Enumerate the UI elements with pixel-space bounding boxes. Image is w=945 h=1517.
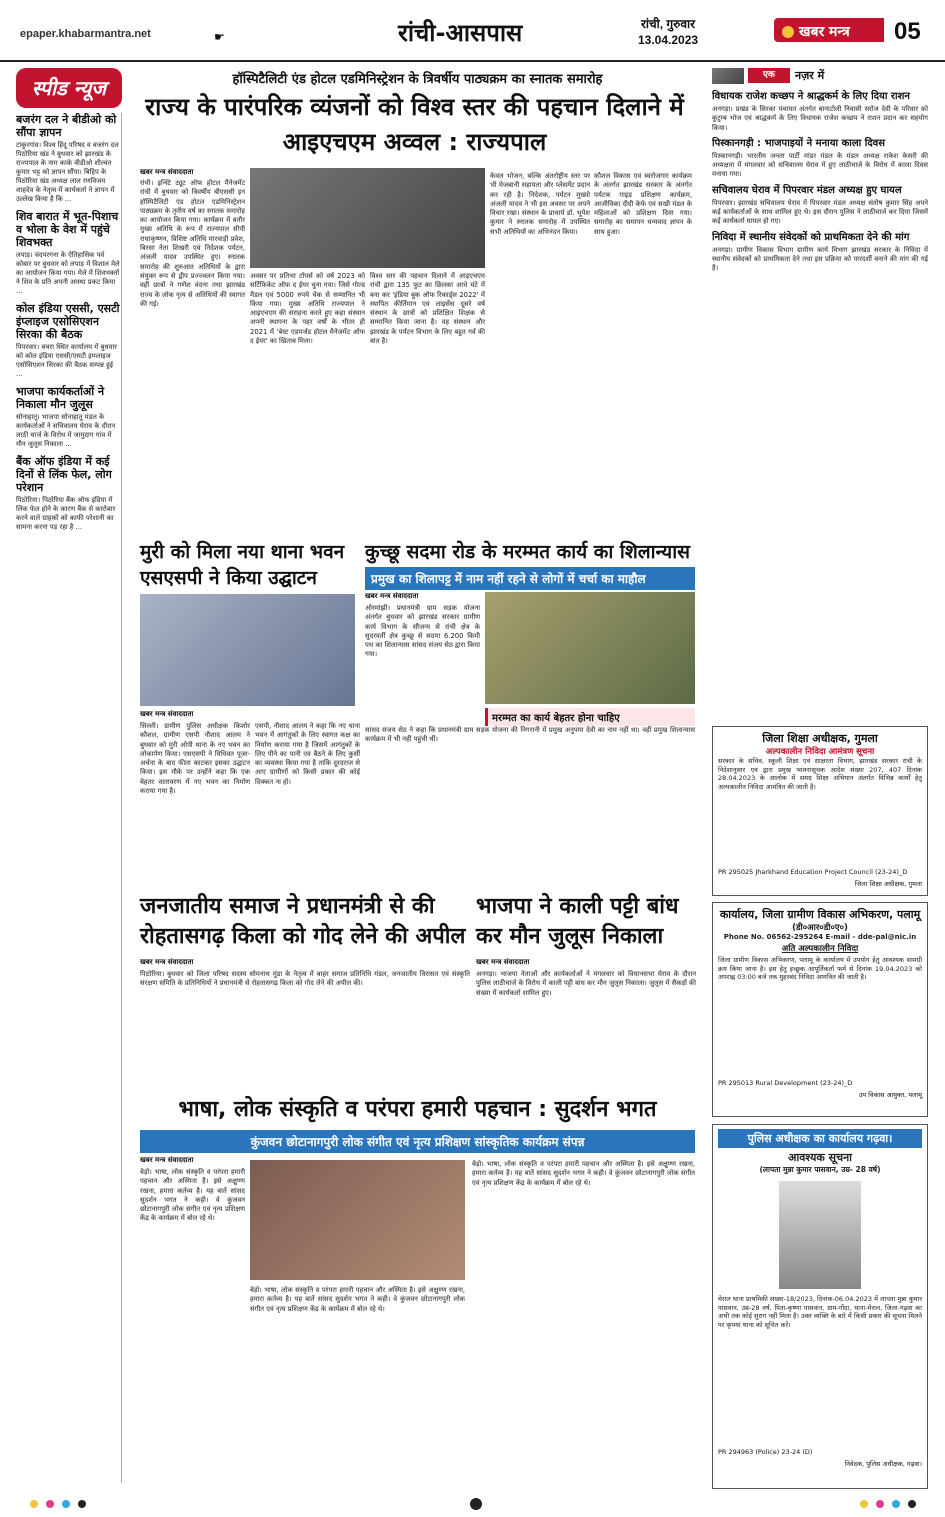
article-text: पिठोरिया। बुधवार को जिला परिषद सदस्य सोमनाथ मुंडा के नेतृत्व में बाहर समाज प्रतिनिधि मंडल, जनजातीय विरासत एवं संस्कृति संरक्षण समिति के प्रतिनिधियों ने प्रधानमंत्री से रोहतासगढ़ किला को गोद लेने की अपील की। [140,970,470,988]
lead-column-1 [140,168,245,538]
missing-person-name: (लापता मुन्ना कुमार पासवान, उम्र- 28 वर्ष) [759,1165,881,1174]
ad-subtitle: आवश्यक सूचना [787,1151,853,1164]
masthead [0,0,945,62]
brief-news-column [712,86,928,626]
article-text: सिल्ली। ग्रामीण पुलिस अधीक्षक किशोर कौशल, ग्रामीण एसपी नौशाद आलम ने बुधवार को मुरी ओपी थाना के नए भवन का लोकार्पण किया। एसएसपी ने विधिवत पूजा-अर्चना के बाद फीता काटकर इसका उद्घाटन किया। इस मौके पर उन्होंने कहा कि एक बेहतर वातावरण में नए भवन का निर्माण कराया गया है। [140,722,250,796]
speed-news-headline: भाजपा कार्यकर्ताओं ने निकाला मौन जुलूस [16,385,105,411]
ad-subtitle: (डी०आर०डी०ए०) [792,923,848,933]
road-inline-heading: मरम्मत का कार्य बेहतर होना चाहिए [485,708,695,726]
page-number: 05 [894,18,921,45]
section-logo [712,68,744,84]
byline: खबर मन्त्र संवाददाता [140,168,194,176]
article-text: अवसर पर प्रतिभा टॉपर्स को वर्ष 2023 को सर्टिफिकेट ऑफ द ईयर चुना गया। जिसे गोल्ड मैडल एवं 5000 रुपये चेक से सम्मानित भी किया गया। मुख्य अतिथि राज्यपाल ने आइएचएम की सराहना करते हुए कहा संस्थान अपनी स्थापना के पहर वर्षों के भीतर ही 2021 में 'बेस्ट एडमर्जड होटल मैनेजमेंट ऑफ द ईयर' का खिताब मिला। [250,272,365,346]
ad-foot-right: निवेदक, पुलिस अधीक्षक, गढ़वा। [844,1460,922,1468]
speed-news-item [16,113,121,204]
road-headline: कुच्छू सदमा रोड के मरम्मत कार्य का शिलान्यास [365,541,690,563]
brief-headline: सचिवालय घेराव में पिपरवार मंडल अध्यक्ष हुए घायल [712,184,902,196]
byline: खबर मन्त्र संवाददाता [140,710,194,718]
brief-text: पिपरवार। झारखंड सचिवालय घेराव में पिपरवार मंडल अध्यक्ष संतोष कुमार सिंह अपने कई कार्यकर्ताओं के साथ शामिल हुए थे। इस दौरान पुलिस ने लाठीचार्ज कर दिया जिसमें कई कार्यकर्ता घायल हो गए। [712,198,928,226]
ek-tag: एक [748,68,790,83]
article-text: बेड़ो। भाषा, लोक संस्कृति व परंपरा हमारी पहचान और अस्मिता है। इसे अक्षुण्ण रखना, हमारा कर्तव्य है। यह बातें सांसद सुदर्शन भगत ने कही। वे कुंजवन छोटानागपुरी लोक संगीत एवं नृत्य प्रशिक्षण केंद्र के कार्यक्रम में बोल रहे थे। [250,1286,465,1313]
culture-headline: भाषा, लोक संस्कृति व परंपरा हमारी पहचान : सुदर्शन भगत [178,1097,657,1122]
thana-headline-2: एसएसपी ने किया उद्घाटन [140,567,317,589]
graduation-photo [250,168,485,268]
brand-logo [774,18,884,42]
ad-title: कार्यालय, जिला ग्रामीण विकास अभिकरण, पलामू [719,908,921,921]
ad-foot-right: जिला शिक्षा अधीक्षक, गुमला [854,880,922,888]
print-mark [876,1500,884,1508]
ad-foot-right: उप विकास आयुक्त, पलामू [858,1091,922,1099]
road-foundation-photo [485,592,695,704]
byline: खबर मन्त्र संवाददाता [365,592,419,600]
dateline [638,16,698,48]
ad-contact: Phone No. 06562-295264 E-mail - dde-pal@nic.in [723,933,917,941]
ad-foot-left: PR 295013 Rural Development (23-24)_D [718,1079,853,1087]
article-text: केवल भोजन, बल्कि अंतर्राष्ट्रीय स्तर पर भी मेजबानी सहायता और प्लेसमेंट प्रदान कर रही है। निदेशक, पर्यटन मुख्यो अंजली यादव ने भी इस अवसर पर अपने विचार रखा। संस्थान के प्राचार्य डॉ. भूपेश कुमार ने स्नातक समारोह में उपस्थित सभी अतिथियों का अभिनंदन किया। [490,172,590,236]
place-day: रांची, गुरुवार [641,17,696,31]
article-text: ओरमांझी। प्रधानमंत्री ग्राम सड़क योजना अंतर्गत बुधवार को झारखंड सरकार ग्रामीण कार्य विभाग के सौजन्य से रांची क्षेत्र के सुदरवर्ती क्षेत्र कुच्छू से सदमा 6.200 किमी पथ का शिलान्यास सांसद संजय सेठ द्वारा किया गया। [365,604,480,659]
speed-news-item [16,385,121,449]
ad-title: जिला शिक्षा अधीक्षक, गुमला [762,732,878,745]
culture-event-photo [250,1160,465,1280]
byline: खबर मन्त्र संवाददाता [476,958,530,966]
missing-person-photo [779,1181,861,1289]
speed-news-text: सोनाहातू। भाजपा सोनाहातू मंडल के कार्यकर्ताओं ने सचिवालय घेराव के दौरान लाठी चार्ज के विरोध में जामुदाग गांव में मौन जुलूस निकाला ... [16,413,116,448]
print-mark [860,1500,868,1508]
hand-icon: ☛ [214,30,225,44]
brief-text: अनगड़ा। प्रखंड के सिरका पंचायत अंतर्गत बानाटोली निवासी सरोज देवी के परिवार को कुटुम्ब भोज एवं श्राद्धकर्म के लिए विधायक राजेश कच्छप ने राशन प्रदान कर सहयोग किया। [712,105,928,132]
print-mark [30,1500,38,1508]
speed-news-text: लपाड़। चंदपरगना के ऐतिहासिक पर्व कोबार पर बुधवार को लपाड़ में विशाल मेले का आयोजन किया गया। मेले में शिवभक्तों ने शिव के प्रति अपनी आस्था प्रकट किया ... [16,251,120,295]
missing-person-notice [712,1124,928,1489]
speed-news-column [16,113,122,1483]
article-text: विश्व स्तर की पहचान दिलाने में आइएचएम रांची द्वारा 135 फुट का छिलका आधे घंटे में बना कर 'इंडिया बुक ऑफ रिकार्ड्स 2022' में स्थापित कीर्तिमान एवं लाइसेंस दूसरे वर्ष संस्थान के छात्रों को प्रशिक्षित शिक्षक से सम्मानित किया जाना है। वह संस्थान और झारखंड के पर्यटन विभाग के लिए बहुत गर्व की बात है। [370,272,485,346]
thana-photo [140,594,355,706]
site-url[interactable]: epaper.khabarmantra.net [20,28,151,40]
byline: खबर मन्त्र संवाददाता [140,958,194,966]
speed-news-item [16,455,121,532]
lead-headline: राज्य के पारंपरिक व्यंजनों को विश्व स्तर की पहचान दिलाने में आइएचएम अव्वल : राज्यपाल [145,93,684,156]
speed-news-item [16,210,121,296]
ad-foot-left: PR 295025 Jharkhand Education Project Council (23-24)_D [718,868,908,876]
culture-subheadline: कुंजवन छोटानागपुरी लोक संगीत एवं नृत्य प्रशिक्षण सांस्कृतिक कार्यक्रम संपन्न [140,1130,695,1153]
ad-text: मेराल थाना प्राथमिकी संख्या-18/2023, दिनांक-06.04.2023 में लापता मुन्ना कुमार पासवान, उम्र-28 वर्ष, पिता-कृष्णा पासवान, ग्राम-गोंदा, थाना-मेराल, जिला-गढ़वा का अभी तक कोई सुराग नहीं मिला है। उक्त व्यक्ति के बारे में किसी प्रकार की सूचना मिलने पर कृपया थाना को सूचित करें। [718,1295,922,1329]
article-text: बेड़ो। भाषा, लोक संस्कृति व परंपरा हमारी पहचान और अस्मिता है। इसे अक्षुण्ण रखना, हमारा कर्तव्य है। यह बातें सांसद सुदर्शन भगत ने कही। वे कुंजवन छोटानागपुरी लोक संगीत एवं नृत्य प्रशिक्षण केंद्र के कार्यक्रम में बोल रहे थे। [140,1168,245,1223]
speed-news-text: टाकुरगांव। विश्व हिंदू परिषद व बजरंग दल पिठोरिया खंड ने बुधवार को झारखंड के राज्यपाल के नाम काके बीडीओ शील्वंत कुमार भट्ट को ज्ञापन सौंपा। बिहिप के पिठोरिया खंड अध्यक्ष लाल रणविजय शाहदेव के नेतृत्व में कार्यकर्ता ने ज्ञापन में उल्लेख किया है कि ... [16,141,119,203]
article-text: सांसद संजय सेठ ने कहा कि प्रधानमंत्री ग्राम सड़क योजना की निगरानी में प्रमुख अनुपमा देवी का नाम नहीं था। वहीं प्रमुख शिलान्यास कार्यक्रम में भी नहीं पहुंची थीं। [365,726,695,744]
ad-subtitle: अल्पकालीन निविदा आमंत्रण सूचना [765,747,875,757]
nazar-label: नज़र में [795,69,825,82]
article-text: एसपी, नौशाद आलम ने कहा कि नए थाना भवन में आगंतुकों के लिए स्वागत कक्ष का निर्माण कराया गया है जिसमें आगंतुकों के लिए पीने का पानी एवं बैठने के लिए कुर्सी का व्यवस्था किया गया है ताकि दूरदराज से आए ग्रामीणों को किसी प्रकार की कोई दिक्कत ना हो। [255,722,360,786]
ad-text: सरकार के सचिव, स्कूली शिक्षा एवं साक्षरता विभाग, झारखंड सरकार रांची के निदेशानुसार एवं द्वारा प्रमुख भावनासूचक आदेश संख्या 207, 407 दिनांक 28.04.2023 के आलोक में समग्र शिक्षा अभियान अंतर्गत विभिन्न कार्यों हेतु अल्पकालीन निविदा आमंत्रित की जाती है। [718,757,922,791]
lead-kicker: हॉस्पिटैलिटी एंड होटल एडमिनिस्ट्रेशन के त्रिवर्षीय पाठ्यक्रम का स्नातक समारोह [232,72,603,87]
speed-news-text: पिपरवार। बचरा स्थित कार्यालय में बुधवार को कोल इंडिया एससी/एसटी इम्प्लाइज एसोसिएशन सिरका की बैठक सम्पन्न हुई ... [16,343,117,378]
article-text: रांची। इन्स्टि ट्यूट ऑफ होटल मैनेजमेंट रांची में बुधवार को त्रिवर्षीय बीएससी इन हॉस्पिटैलिटी एंड होटल एडमिनिस्ट्रेशन पाठ्यक्रम के तृतीय वर्ष का स्नातक समारोह का आयोजन किया गया। कार्यक्रम में बतौर मुख्य अतिथि के रूप में राज्यपाल सीपी राधाकृष्णन, विशिष्ट अतिथि मारवाड़ी प्रवेश, बिरसा नेता शिखरी एवं निदेशक पर्यटन, अंजली यादव उपस्थित हुए। स्नातक समारोह की शुरुआत अतिथियों के द्वारा संयुक्त रूप से द्वीप प्रज्ज्वलन किया गया। वहीं छात्रों ने गणेश वंदना तथा झारखंड राज्य के लोक नृत्य से अतिथियों की स्वागत की गई। [140,179,245,308]
brief-headline: विधायक राजेश कच्छप ने श्राद्धकर्म के लिए दिया राशन [712,91,910,102]
print-mark [892,1500,900,1508]
print-mark [78,1500,86,1508]
speed-news-item [16,302,121,379]
brand-name: खबर मन्त्र [799,24,850,40]
tender-notice-palamu [712,902,928,1117]
registration-mark-icon [470,1498,482,1510]
brief-text: अनगड़ा। ग्रामीण विकास विभाग ग्रामीण कार्य विभाग झारखंड सरकार के निविदा में स्थानीय संवेदकों को प्राथमिकता देने तथा इस प्रक्रिया को पारदर्शी बनाने की मांग की गई है। [712,245,928,273]
logo-icon [782,26,794,38]
tender-notice-gumla [712,726,928,896]
speed-news-headline: शिव बारात में भूत-पिशाच व भोला के वेश में पहुंचे शिवभक्त [16,210,119,249]
ad-title: पुलिस अधीक्षक का कार्यालय गढ़वा। [718,1129,922,1148]
brief-headline: निविदा में स्थानीय संवेदकों को प्राथमिकता देने की मांग [712,231,910,243]
article-text: बेड़ो। भाषा, लोक संस्कृति व परंपरा हमारी पहचान और अस्मिता है। इसे अक्षुण्ण रखना, हमारा कर्तव्य है। यह बातें सांसद सुदर्शन भगत ने कही। वे कुंजवन छोटानागपुरी लोक संगीत एवं नृत्य प्रशिक्षण केंद्र के कार्यक्रम में बोल रहे थे। [472,1160,695,1187]
thana-headline-1: मुरी को मिला नया थाना भवन [140,541,345,563]
speed-news-headline: कोल इंडिया एससी, एसटी इंप्लाइज एसोसिएशन सिरका की बैठक [16,302,120,341]
bjp-headline: भाजपा ने काली पट्टी बांध कर मौन जुलूस निकाला [476,894,679,949]
speed-news-headline: बैंक ऑफ इंडिया में कई दिनों से लिंक फेल, लोग परेशान [16,455,112,494]
article-text: अनगड़ा। भाजपा नेताओं और कार्यकर्ताओं ने मंगलवार को विधानसभा घेराव के दौरान पुलिस लाठीचार्ज के विरोध में काली पट्टी बांध कर मौन जुलूस निकाला। जुलूस में सैकड़ों की संख्या में कार्यकर्ता शामिल हुए। [476,970,696,997]
road-subheadline: प्रमुख का शिलापट्ट में नाम नहीं रहने से लोगों में चर्चा का माहौल [365,567,695,590]
ad-text: जिला ग्रामीण विकास अभिकरण, पलामू के कार्यालय में उपयोग हेतु आवश्यक सामग्री क्रय किया जाना है। इस हेतु इच्छुक आपूर्तिकर्ता फर्म से दिनांक 19.04.2023 को अपराह्न 03:00 बजे तक मुहरबंद निविदा आमंत्रित की जाती है। [718,956,922,981]
article-text: कौशल विकास एवं स्वरोजगार कार्यक्रम के अंतर्गत झारखंड सरकार के अंतर्गत पर्यटक गाइड प्रशिक्षण कार्यक्रम, आजीविका दीदी केफे एवं सखी मंडल के महिलाओं को प्रशिक्षण दिया गया। समारोह का समापन धन्यवाद ज्ञापन के साथ हुआ। [594,172,692,236]
brief-text: पिस्कानगड़ी। भारतीय जनता पार्टी मांडर मंडल के मंडल अध्यक्ष राकेश केसरी की अध्यक्षता में मंगलवार को सचिवालय घेराव में हुए लाठीचार्ज के विरोध में काला दिवस मनाया गया। [712,151,928,179]
issue-date: 13.04.2023 [638,33,699,47]
speed-news-logo: स्पीड न्यूज [16,68,122,108]
print-mark [62,1500,70,1508]
ad-foot-left: PR 294963 (Police) 23-24 (D) [718,1448,813,1456]
speed-news-headline: बजरंग दल ने बीडीओ को सौंपा ज्ञापन [16,113,117,139]
byline: खबर मन्त्र संवाददाता [140,1156,194,1164]
rohtas-headline: जनजातीय समाज ने प्रधानमंत्री से की रोहतासगढ़ किला को गोद लेने की अपील [140,894,466,949]
speed-news-text: पिठोरिया। पिठोरिया बैंक ऑफ इंडिया में लिंक फेल होने के कारण बैंक से कारोबार करने वाले ग्राहकों को काफी परेशानी का सामना करना पड़ रहा है ... [16,496,116,531]
brief-headline: पिस्कानगड़ी : भाजपाइयों ने मनाया काला दिवस [712,137,885,149]
print-mark [46,1500,54,1508]
ad-notice-label: अति अल्पकालीन निविदा [781,944,859,954]
print-mark [908,1500,916,1508]
section-title: रांची-आसपास [398,19,523,47]
